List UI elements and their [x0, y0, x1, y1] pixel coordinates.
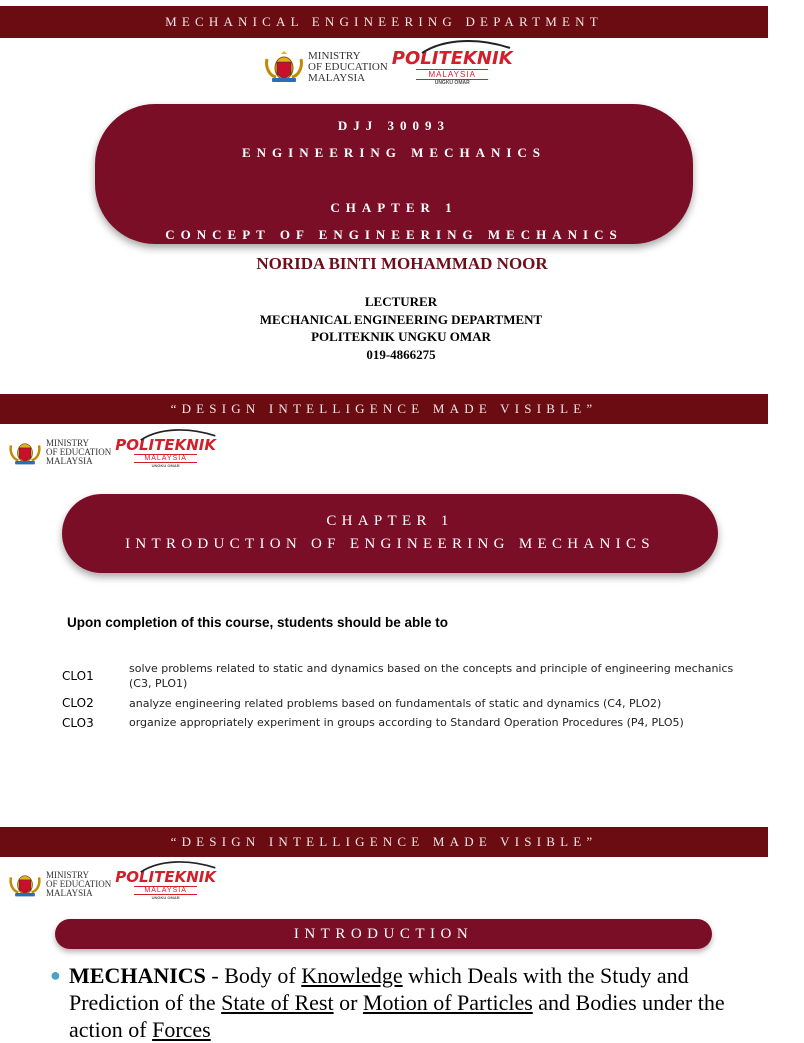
politeknik-wordmark: POLITEKNIK: [115, 436, 216, 454]
role: LECTURER: [364, 294, 438, 309]
clo-row: [62, 661, 742, 692]
ministry-line: OF EDUCATION: [308, 60, 388, 73]
politeknik-wordmark: POLITEKNIK: [391, 48, 513, 69]
ministry-label: [308, 51, 388, 84]
chapter-label: CHAPTER 1: [330, 200, 458, 215]
chapter-title: CONCEPT OF ENGINEERING MECHANICS: [165, 227, 623, 242]
dept-banner: MECHANICAL ENGINEERING DEPARTMENT: [0, 6, 768, 38]
politeknik-wordmark: POLITEKNIK: [115, 868, 216, 886]
ministry-line: MALAYSIA: [308, 71, 366, 84]
department: MECHANICAL ENGINEERING DEPARTMENT: [259, 311, 543, 327]
course-title-pill: [95, 104, 693, 244]
bullet-text-part: and Bodies under the action of: [69, 990, 725, 1042]
course-name: ENGINEERING MECHANICS: [241, 145, 547, 160]
ministry-label: [46, 439, 111, 466]
bullet-text: [50, 962, 762, 1043]
ministry-line: MALAYSIA: [46, 887, 93, 898]
clo-text: solve problems related to static and dynamics based on the concepts and principle of engineering mechanics (C3, PLO1): [129, 662, 734, 691]
clo-code: CLO3: [62, 715, 94, 730]
introduction-heading-pill: INTRODUCTION: [55, 919, 712, 949]
header-logo: [8, 436, 216, 468]
course-code: DJJ 30093: [337, 118, 451, 133]
swoosh-icon: [420, 40, 512, 54]
chapter-label: CHAPTER 1: [326, 513, 454, 529]
bullet-text-part: which Deals with the Study and Prediction of the: [69, 963, 689, 1015]
clo-text: analyze engineering related problems based on fundamentals of static and dynamics (C4, PLO2): [129, 696, 662, 710]
clo-intro: Upon completion of this course, students should be able to: [67, 615, 449, 630]
ministry-line: OF EDUCATION: [46, 878, 112, 889]
ministry-line: MINISTRY: [46, 437, 90, 448]
header-logo: [264, 48, 513, 86]
clo-row: [62, 696, 742, 711]
swoosh-icon: [139, 429, 217, 441]
term-knowledge: Knowledge: [301, 963, 403, 988]
mechanics-term: MECHANICS: [69, 963, 206, 988]
term-state-of-rest: State of Rest: [221, 990, 334, 1015]
coat-of-arms-icon: [264, 50, 304, 84]
politeknik-logo: [115, 868, 216, 900]
politeknik-campus: UNGKU OMAR: [151, 463, 180, 468]
bullet-text-part: - Body of: [205, 963, 302, 988]
ministry-line: MINISTRY: [308, 49, 361, 62]
clo-text: organize appropriately experiment in groups according to Standard Operation Procedures (P4, PLO5): [129, 716, 684, 730]
term-motion-of-particles: Motion of Particles: [362, 990, 533, 1015]
tagline-banner: “DESIGN INTELLIGENCE MADE VISIBLE”: [0, 827, 768, 857]
politeknik-campus: UNGKU OMAR: [151, 895, 180, 900]
politeknik-sub: MALAYSIA: [416, 69, 487, 80]
ministry-line: OF EDUCATION: [46, 446, 112, 457]
swoosh-icon: [139, 861, 217, 873]
chapter-pill: [62, 494, 718, 573]
politeknik-sub: MALAYSIA: [134, 886, 197, 895]
politeknik-logo: [392, 48, 513, 86]
header-logo: [8, 868, 216, 900]
clo-code: CLO2: [62, 696, 94, 711]
lecturer-info: [0, 293, 802, 363]
ministry-label: [46, 871, 111, 898]
clo-code: CLO1: [62, 669, 94, 684]
ministry-line: MINISTRY: [46, 869, 90, 880]
phone: 019-4866275: [366, 346, 436, 362]
mechanics-bullet: [50, 962, 762, 1043]
institution: POLITEKNIK UNGKU OMAR: [311, 329, 491, 344]
term-forces: Forces: [152, 1017, 211, 1042]
ministry-line: MALAYSIA: [46, 455, 93, 466]
politeknik-sub: MALAYSIA: [134, 454, 197, 463]
politeknik-campus: UNGKU OMAR: [434, 80, 470, 86]
coat-of-arms-icon: [8, 870, 42, 898]
politeknik-logo: [115, 436, 216, 468]
coat-of-arms-icon: [8, 438, 42, 466]
clo-table: [62, 661, 742, 735]
bullet-text-part: or: [333, 990, 363, 1015]
bullet-dot: ●: [50, 965, 61, 985]
tagline-banner: “DESIGN INTELLIGENCE MADE VISIBLE”: [0, 394, 768, 424]
chapter-title: INTRODUCTION OF ENGINEERING MECHANICS: [125, 536, 655, 552]
clo-row: [62, 715, 742, 730]
author-name: NORIDA BINTI MOHAMMAD NOOR: [256, 254, 548, 273]
